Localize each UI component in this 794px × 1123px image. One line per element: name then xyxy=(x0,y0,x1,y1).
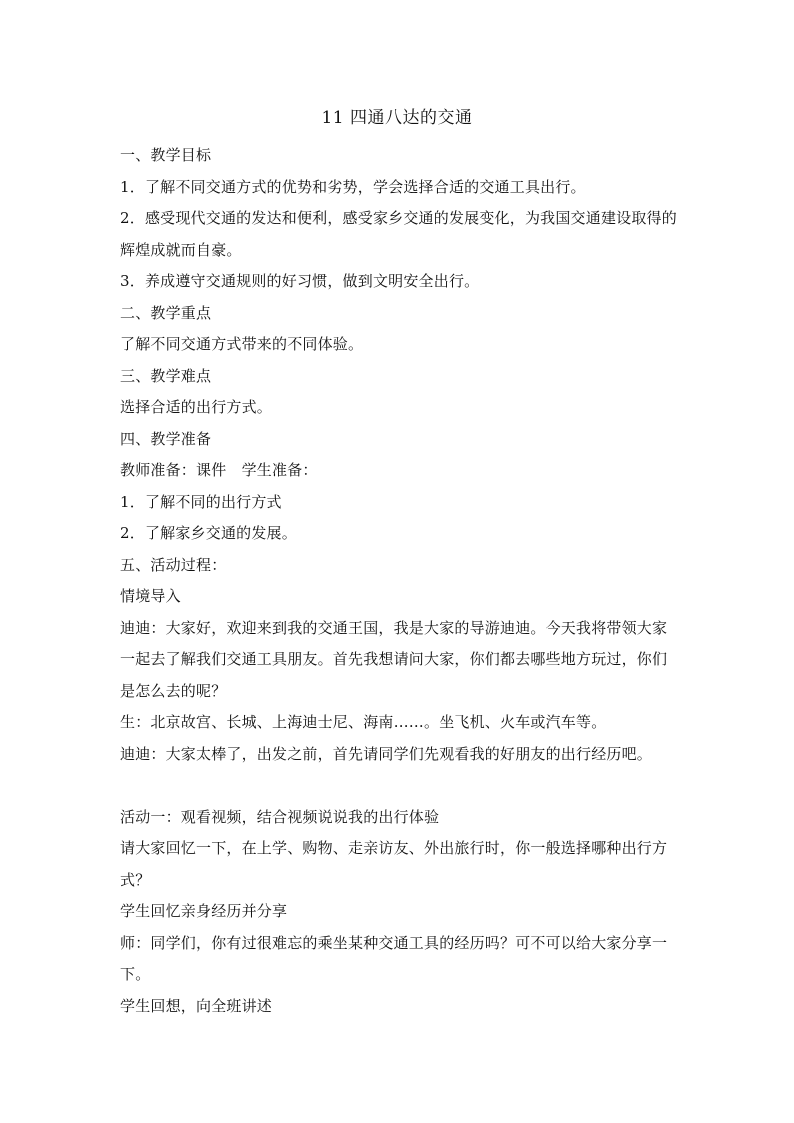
heading-activity-process: 五、活动过程： xyxy=(120,555,227,574)
goal-item-3: 3．养成遵守交通规则的好习惯，做到文明安全出行。 xyxy=(120,272,480,290)
preparation-text: 教师准备：课件 学生准备： xyxy=(120,461,318,479)
teaching-difficulty-text: 选择合适的出行方式。 xyxy=(120,398,273,416)
recall-question-paragraph: 请大家回忆一下，在上学、购物、走亲访友、外出旅行时，你一般选择哪种出行方式？ xyxy=(120,839,668,889)
activity-one-heading: 活动一：观看视频，结合视频说说我的出行体验 xyxy=(120,807,440,826)
document-title: 11 四通八达的交通 xyxy=(321,108,473,128)
student-share-paragraph: 学生回想，向全班讲述 xyxy=(120,996,273,1015)
goal-item-1: 1．了解不同交通方式的优势和劣势，学会选择合适的交通工具出行。 xyxy=(120,177,586,196)
scene-intro-heading: 情境导入 xyxy=(120,587,181,605)
heading-teaching-difficulty: 三、教学难点 xyxy=(120,366,212,385)
teaching-focus-text: 了解不同交通方式带来的不同体验。 xyxy=(120,335,364,353)
blank-line xyxy=(120,770,680,802)
student-answer-paragraph: 生：北京故宫、长城、上海迪士尼、海南……。坐飞机、火车或汽车等。 xyxy=(120,713,607,731)
student-recall-paragraph: 学生回忆亲身经历并分享 xyxy=(120,902,288,920)
preparation-item-1: 1．了解不同的出行方式 xyxy=(120,492,282,511)
preparation-item-2: 2．了解家乡交通的发展。 xyxy=(120,524,297,542)
goal-item-2: 2．感受现代交通的发达和便利，感受家乡交通的发展变化，为我国交通建设取得的辉煌成就而自豪。 xyxy=(120,209,677,259)
heading-teaching-preparation: 四、教学准备 xyxy=(120,429,212,448)
didi-intro-paragraph: 迪迪：大家好，欢迎来到我的交通王国，我是大家的导游迪迪。今天我将带领大家一起去了解我们交通工具朋友。首先我想请问大家，你们都去哪些地方玩过，你们是怎么去的呢？ xyxy=(120,618,668,700)
document-body xyxy=(120,140,680,1022)
teacher-question-paragraph: 师：同学们，你有过很难忘的乘坐某种交通工具的经历吗？可不可以给大家分享一下。 xyxy=(120,933,668,983)
didi-praise-paragraph: 迪迪：大家太棒了，出发之前，首先请同学们先观看我的好朋友的出行经历吧。 xyxy=(120,744,653,763)
heading-teaching-focus: 二、教学重点 xyxy=(120,303,212,322)
heading-teaching-goals: 一、教学目标 xyxy=(120,146,212,164)
